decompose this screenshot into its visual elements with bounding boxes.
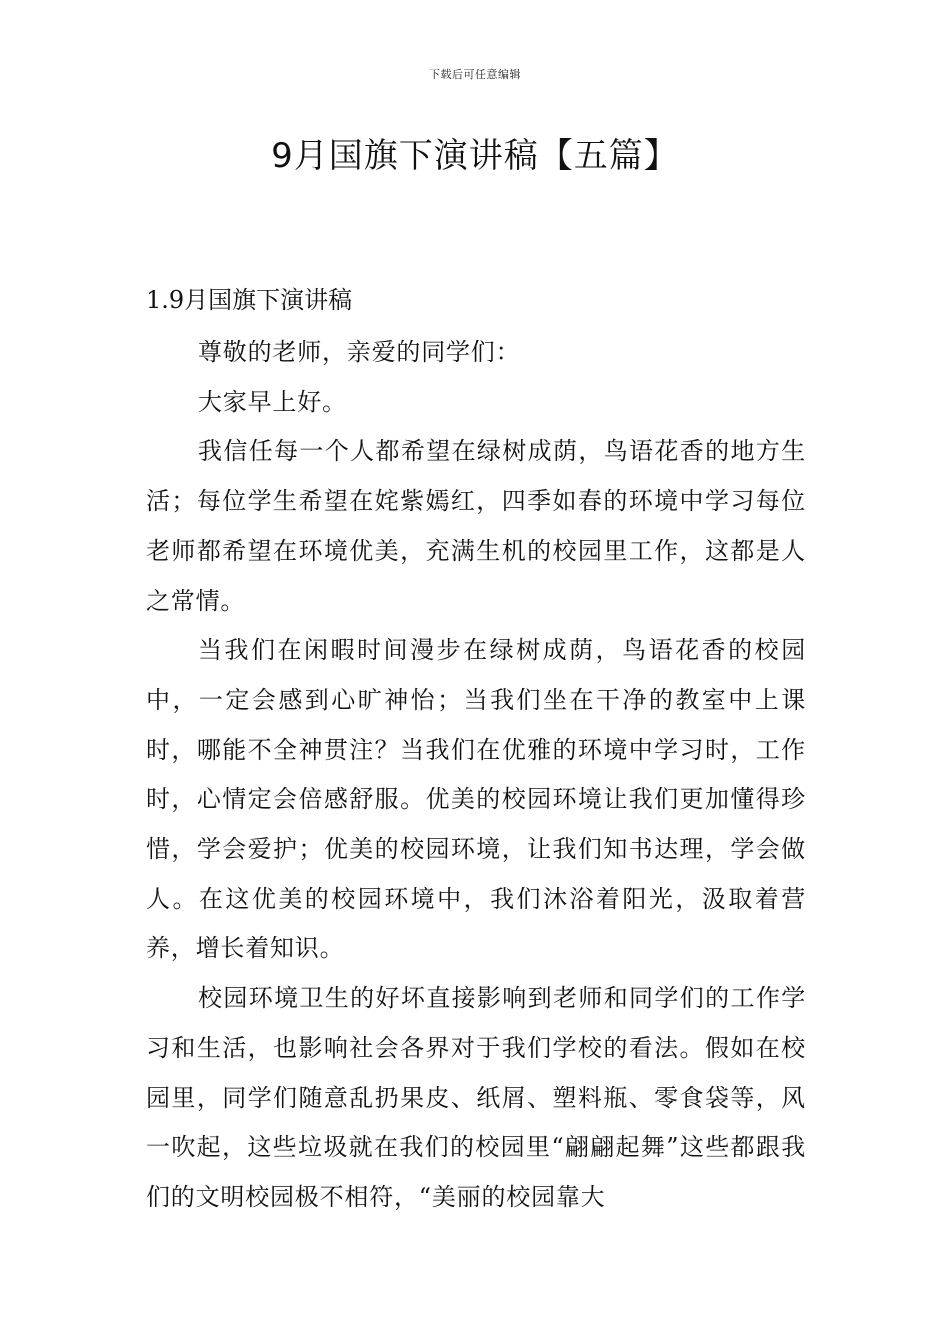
morning-paragraph: 大家早上好。 [198,387,347,416]
header-note: 下载后可任意编辑 [429,68,521,81]
document-body [146,280,806,1223]
body-paragraph: 当我们在闲暇时间漫步在绿树成荫，鸟语花香的校园中，一定会感到心旷神怡；当我们坐在干净的教室中上课时，哪能不全神贯注？当我们在优雅的环境中学习时，工作时，心情定会倍感舒服。优美的校园环境让我们更加懂得珍惜，学会爱护；优美的校园环境，让我们知书达理，学会做人。在这优美的校园环境中，我们沐浴着阳光，汲取着营养，增长着知识。 [146,636,806,963]
section-heading: 1.9月国旗下演讲稿 [146,286,353,314]
body-paragraph: 校园环境卫生的好坏直接影响到老师和同学们的工作学习和生活，也影响社会各界对于我们学校的看法。假如在校园里，同学们随意乱扔果皮、纸屑、塑料瓶、零食袋等，风一吹起，这些垃圾就在我们的校园里“翩翩起舞”这些都跟我们的文明校园极不相符，“美丽的校园靠大 [146,984,806,1211]
body-paragraph: 我信任每一个人都希望在绿树成荫，鸟语花香的地方生活；每位学生希望在姹紫嫣红，四季如春的环境中学习每位老师都希望在环境优美，充满生机的校园里工作，这都是人之常情。 [146,437,806,615]
document-title: 9月国旗下演讲稿【五篇】 [271,136,679,176]
greeting-paragraph: 尊敬的老师，亲爱的同学们： [198,338,521,366]
